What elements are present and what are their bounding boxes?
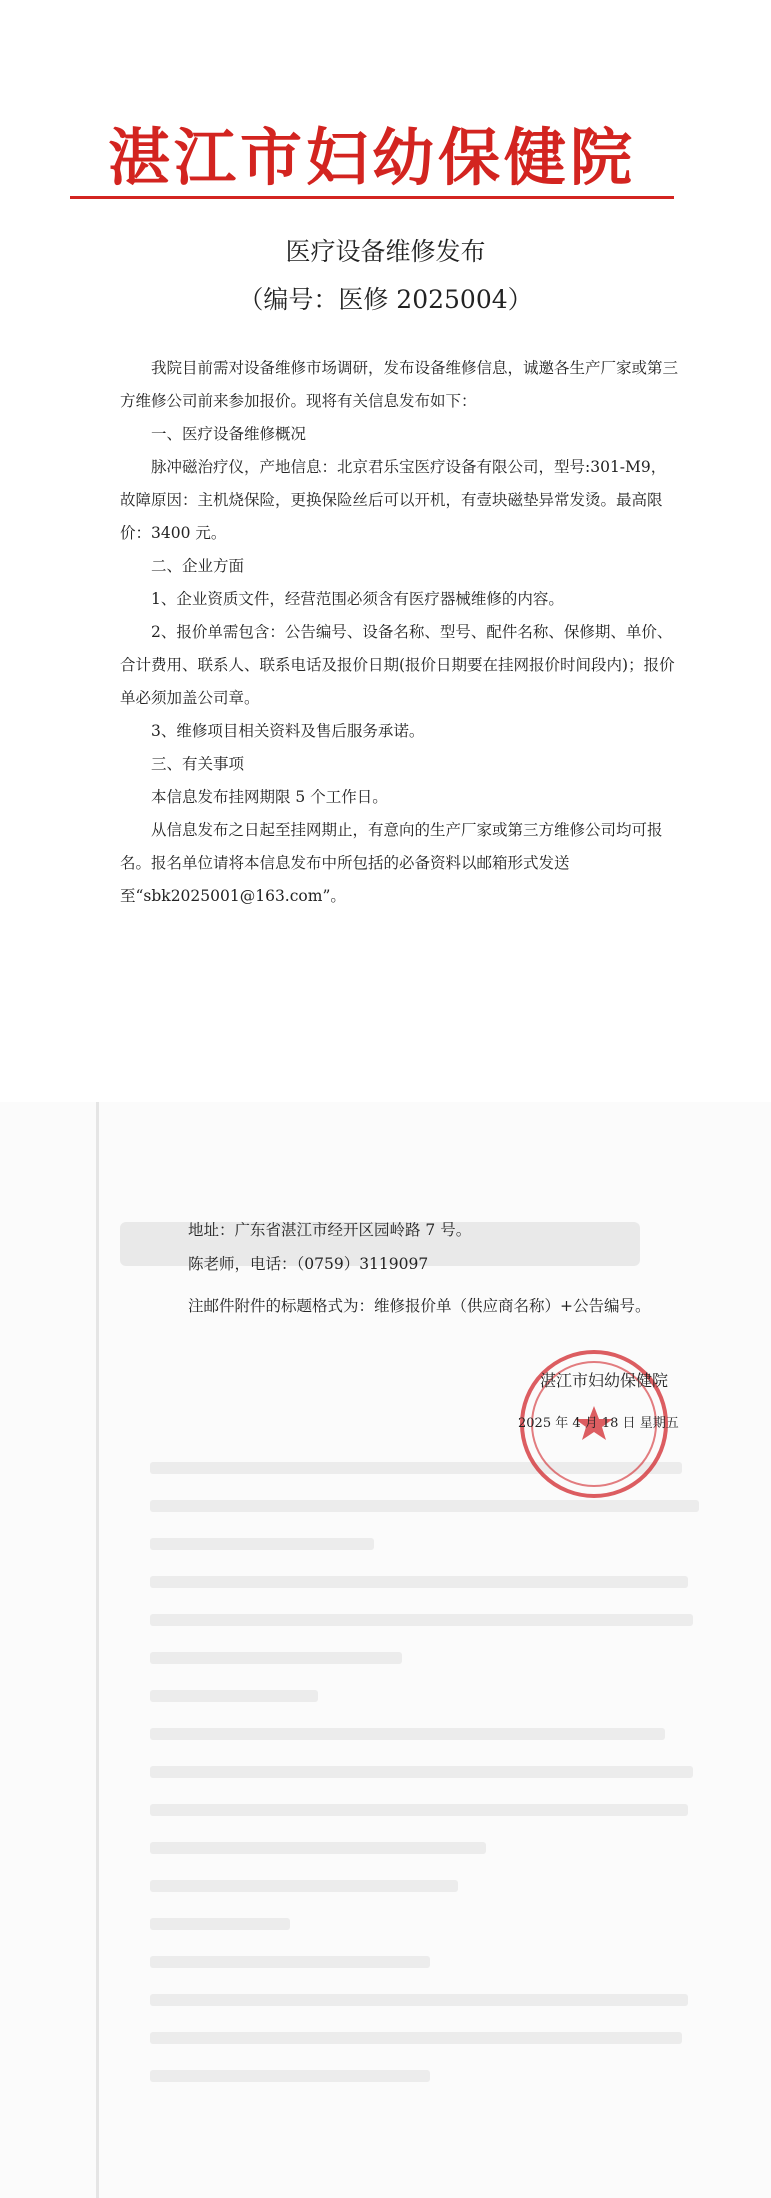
page-edge-shadow: [96, 1102, 99, 2198]
address-line: 地址：广东省湛江市经开区园岭路 7 号。: [188, 1221, 472, 1239]
section-heading: 二、企业方面: [151, 557, 245, 575]
issuer-name: 湛江市妇幼保健院: [540, 1371, 669, 1390]
section-paragraph: 脉冲磁治疗仪，产地信息：北京君乐宝医疗设备有限公司，型号:301-M9，故障原因：主机烧保险，更换保险丝后可以开机，有壹块磁垫异常发烫。最高限价：3400 元。: [120, 458, 667, 542]
show-through-text: [150, 1462, 710, 2108]
issue-date: 2025 年 4 月 18 日 星期五: [518, 1416, 679, 1431]
section-paragraph: 从信息发布之日起至挂网期止，有意向的生产厂家或第三方维修公司均可报名。报名单位请将本信息发布中所包括的必备资料以邮箱形式发送至“sbk2025001@163.com”。: [120, 821, 663, 905]
section-heading: 三、有关事项: [151, 755, 245, 773]
intro-paragraph: 我院目前需对设备维修市场调研，发布设备维修信息，诚邀各生产厂家或第三方维修公司前来参加报价。现将有关信息发布如下：: [120, 359, 679, 410]
document-page-2: [0, 1102, 771, 2198]
contact-line: 陈老师，电话：（0759）3119097: [188, 1255, 429, 1273]
email-note: 注邮件附件的标题格式为：维修报价单（供应商名称）+公告编号。: [188, 1297, 651, 1315]
list-item: 3、维修项目相关资料及售后服务承诺。: [151, 722, 425, 740]
letterhead-rule: [70, 196, 674, 199]
section-heading: 一、医疗设备维修概况: [151, 425, 307, 443]
document-code: （编号：医修 2025004）: [238, 285, 533, 314]
list-item: 1、企业资质文件，经营范围必须含有医疗器械维修的内容。: [151, 590, 564, 608]
list-item: 2、报价单需包含：公告编号、设备名称、型号、配件名称、保修期、单价、合计费用、联系人、联系电话及报价日期(报价日期要在挂网报价时间段内)；报价单必须加盖公司章。: [120, 623, 675, 707]
letterhead-title: 湛江市妇幼保健院: [108, 121, 637, 194]
document-page-1: [0, 0, 771, 1030]
document-body: [120, 352, 680, 913]
section-paragraph: 本信息发布挂网期限 5 个工作日。: [151, 788, 388, 806]
page-gap: [0, 1030, 771, 1102]
document-title: 医疗设备维修发布: [285, 237, 486, 266]
